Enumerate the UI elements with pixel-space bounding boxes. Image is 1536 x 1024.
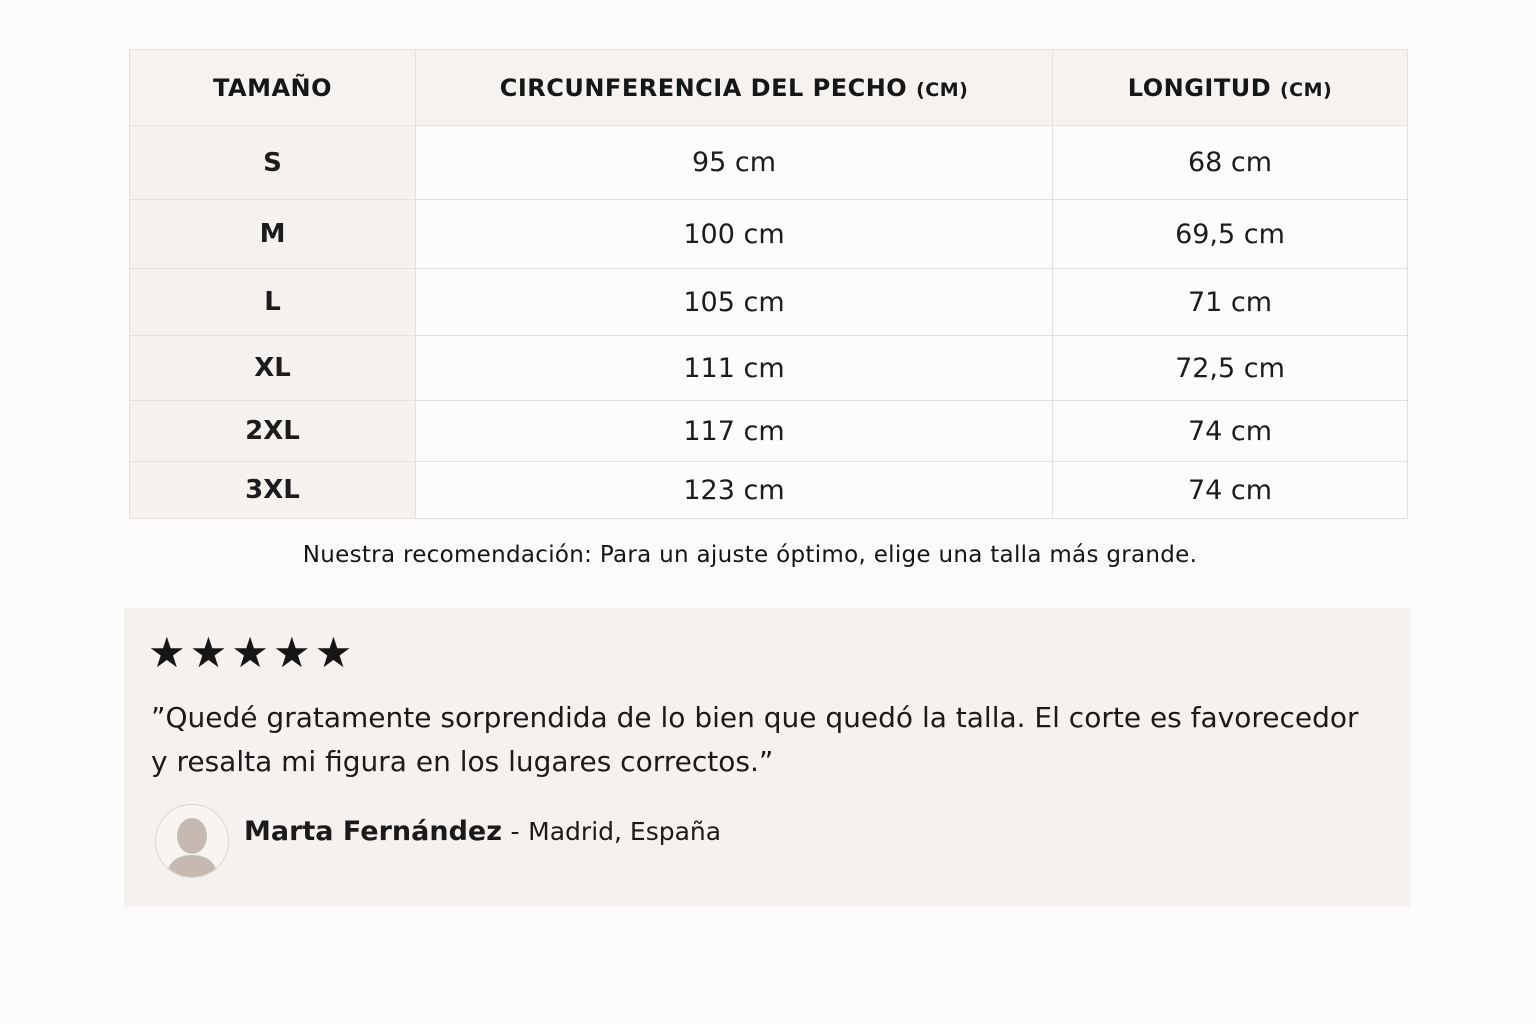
size-cell: 3XL: [130, 462, 416, 519]
size-cell: M: [130, 200, 416, 269]
size-cell: L: [130, 269, 416, 336]
size-chart-table: [129, 49, 1408, 519]
chest-cell: 95 cm: [416, 126, 1053, 200]
header-chest-unit: (CM): [916, 78, 969, 101]
reviewer-separator: -: [510, 817, 520, 846]
chest-cell: 111 cm: [416, 336, 1053, 401]
chest-cell: 105 cm: [416, 269, 1053, 336]
length-cell: 68 cm: [1053, 126, 1408, 200]
table-row: [130, 336, 1408, 401]
length-cell: 72,5 cm: [1053, 336, 1408, 401]
chest-cell: 123 cm: [416, 462, 1053, 519]
reviewer-info: [244, 816, 721, 847]
star-rating-icon: ★★★★★: [148, 628, 357, 677]
review-card: [124, 608, 1410, 907]
header-size: TAMAÑO: [130, 50, 416, 126]
person-silhouette-icon: [156, 805, 228, 877]
reviewer-location: Madrid, España: [528, 817, 722, 846]
header-length-unit: (CM): [1279, 78, 1333, 101]
review-quote: [151, 696, 1411, 784]
review-quote-line: ”Quedé gratamente sorprendida de lo bien que quedó la talla. El corte es favorecedor: [151, 701, 1359, 734]
table-row: [130, 401, 1408, 462]
table-row: [130, 126, 1408, 200]
length-cell: 74 cm: [1053, 462, 1408, 519]
length-cell: 71 cm: [1053, 269, 1408, 336]
review-quote-line: y resalta mi figura en los lugares correctos.”: [151, 745, 774, 778]
length-cell: 74 cm: [1053, 401, 1408, 462]
table-header-row: [130, 50, 1408, 126]
size-recommendation: Nuestra recomendación: Para un ajuste óptimo, elige una talla más grande.: [302, 542, 1198, 568]
table-row: [130, 200, 1408, 269]
chest-cell: 117 cm: [416, 401, 1053, 462]
table-row: [130, 269, 1408, 336]
header-length: LONGITUD (CM): [1053, 50, 1408, 126]
length-cell: 69,5 cm: [1053, 200, 1408, 269]
size-cell: 2XL: [130, 401, 416, 462]
chest-cell: 100 cm: [416, 200, 1053, 269]
avatar: [155, 804, 229, 878]
header-chest: CIRCUNFERENCIA DEL PECHO (CM): [416, 50, 1053, 126]
table-row: [130, 462, 1408, 519]
reviewer-name: Marta Fernández: [244, 816, 502, 847]
size-cell: S: [130, 126, 416, 200]
size-cell: XL: [130, 336, 416, 401]
